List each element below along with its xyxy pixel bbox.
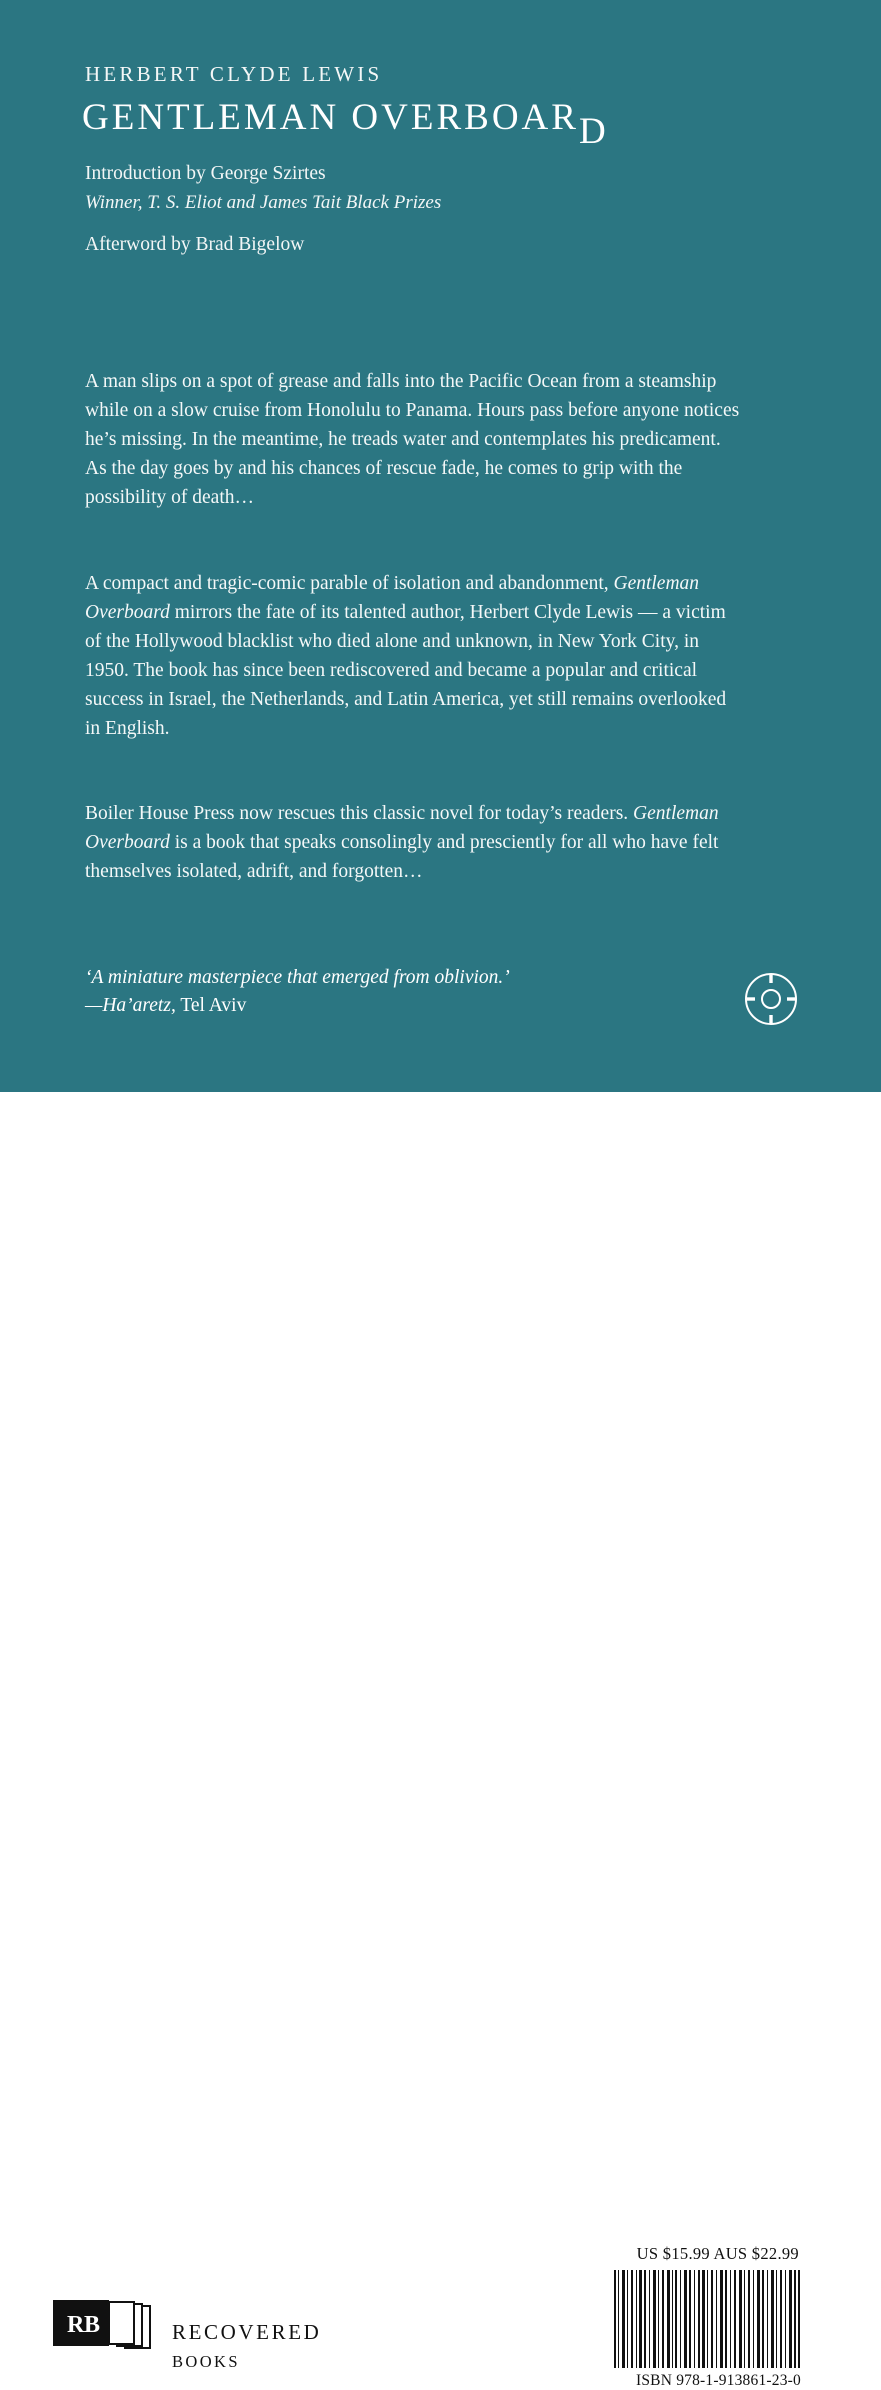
book-title <box>82 96 609 152</box>
barcode <box>612 2270 802 2372</box>
publisher-name-line-2: BOOKS <box>172 2352 240 2371</box>
blurb-3-text-a: Boiler House Press now rescues this classic novel for today’s readers. <box>85 803 634 824</box>
teal-panel <box>0 0 881 1092</box>
book-title-main: GENTLEMAN OVERBOAR <box>82 97 579 138</box>
blurb-paragraph-1: A man slips on a spot of grease and falls into the Pacific Ocean from a steamship while on a slow cruise from Honolulu to Panama. Hours pass before anyone notices he’s missing. In the meantime, he treads water and contemplates his predicament. As the day goes by and his chances of rescue fade, he comes to grip with the possibility of death… <box>85 371 740 508</box>
blurb-3-book-title: Gentleman Overboard <box>85 803 719 853</box>
pull-quote-source-publication: —Ha’aretz, <box>85 995 176 1016</box>
pull-quote-text: ‘A miniature masterpiece that emerged from oblivion.’ <box>85 967 510 988</box>
publisher-name-line-1: RECOVERED <box>172 2320 322 2344</box>
blurb-paragraph-2 <box>85 569 745 743</box>
price-label: US $15.99 AUS $22.99 <box>636 2244 799 2263</box>
lifebuoy-icon <box>744 972 798 1026</box>
author-name: HERBERT CLYDE LEWIS <box>85 62 383 86</box>
pull-quote <box>85 964 705 1020</box>
afterword-credit: Afterword by Brad Bigelow <box>85 234 305 255</box>
pull-quote-source-city: Tel Aviv <box>175 995 247 1016</box>
ean13-barcode <box>612 2270 802 2368</box>
blurb-3-text-b: is a book that speaks consolingly and presciently for all who have felt themselves isolated, adrift, and forgotten… <box>85 832 719 882</box>
blurb-2-text-b: mirrors the fate of its talented author, Herbert Clyde Lewis — a victim of the Hollywood blacklist who died alone and unknown, in New York City, in 1950. The book has since been rediscovered and became a popular and critical success in Israel, the Netherlands, and Latin America, yet still remains overlooked in English. <box>85 602 727 739</box>
publisher-logo-icon <box>47 2296 157 2358</box>
svg-text:R: R <box>67 2312 85 2338</box>
blurb-2-book-title: Gentleman Overboard <box>85 573 700 623</box>
blurb-paragraph-3 <box>85 799 745 886</box>
book-title-drop-letter: D <box>578 111 609 152</box>
blurb-2-text-a: A compact and tragic-comic parable of isolation and abandonment, <box>85 573 614 594</box>
introduction-credit: Introduction by George Szirtes <box>85 163 326 184</box>
publisher-name <box>172 2317 321 2377</box>
svg-text:B: B <box>84 2312 101 2338</box>
footer-panel <box>0 1092 881 2389</box>
prizes-line: Winner, T. S. Eliot and James Tait Black Prizes <box>85 192 442 213</box>
isbn-label: ISBN 978-1-913861-23-0 <box>636 2372 801 2389</box>
